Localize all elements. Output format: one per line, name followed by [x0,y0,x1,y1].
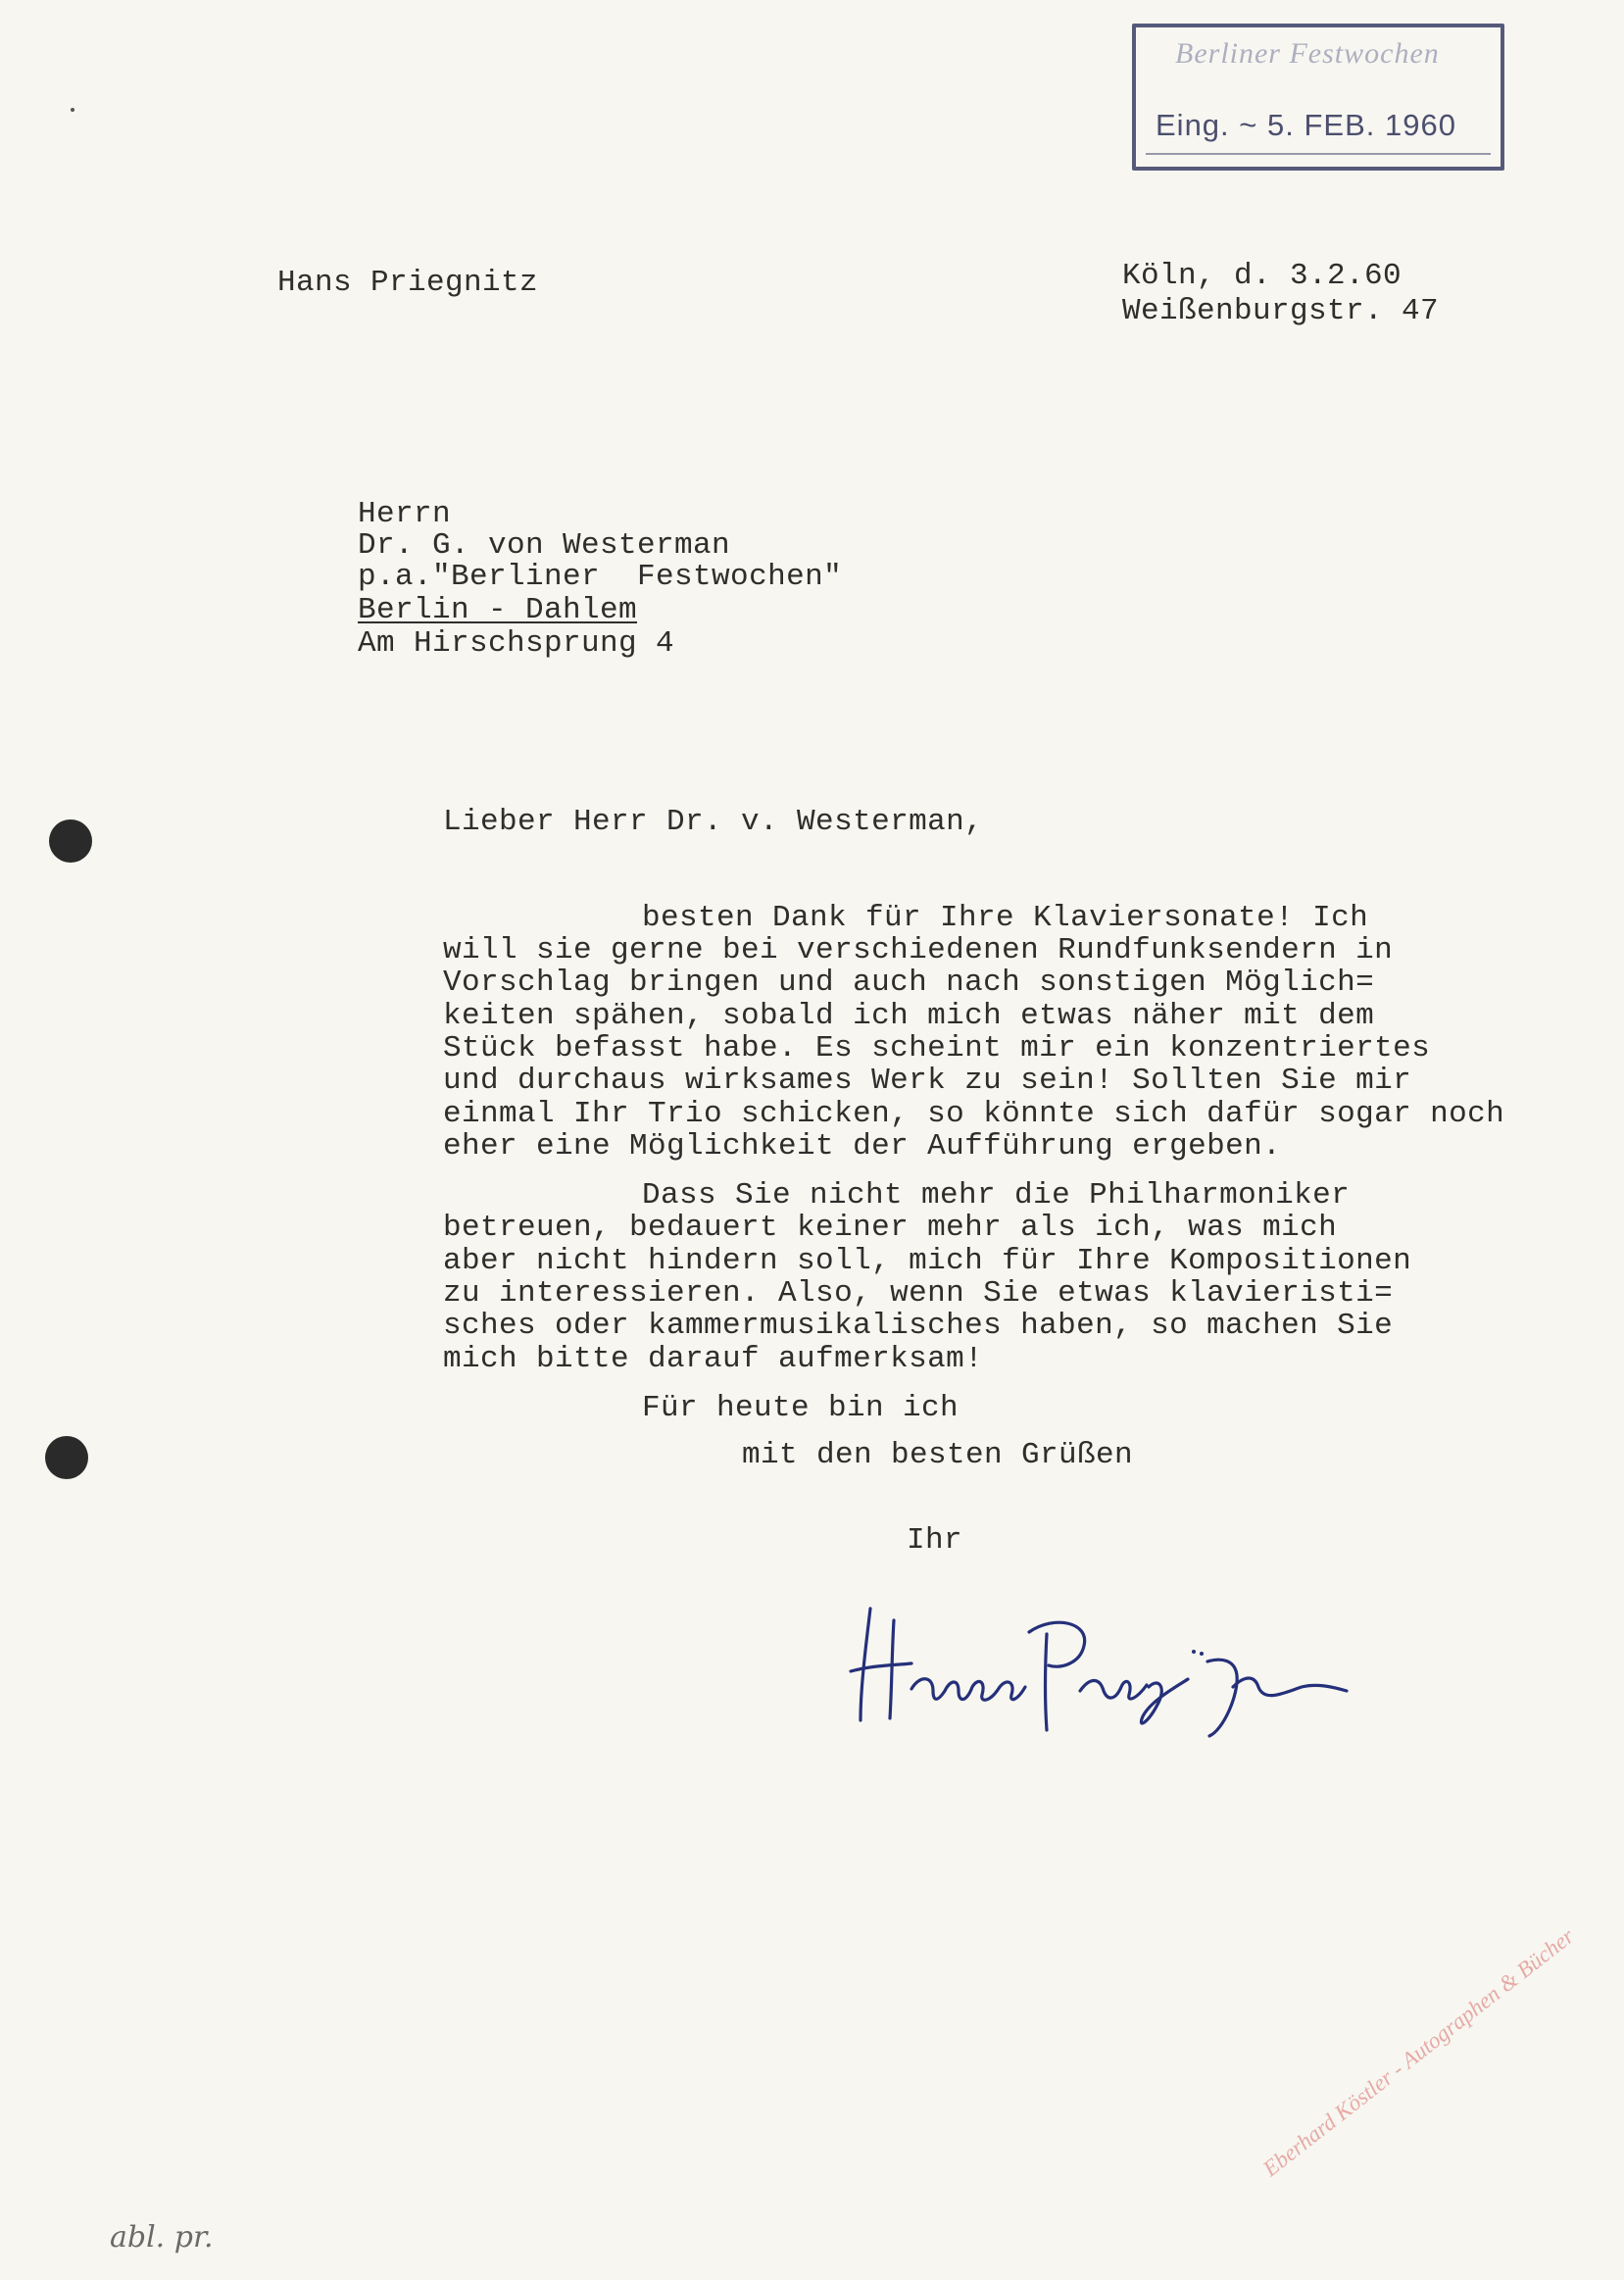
closing-line-1: Für heute bin ich [642,1391,960,1425]
paper-speck [71,108,74,112]
punch-hole [49,819,92,863]
body-line: will sie gerne bei verschiedenen Rundfunksendern in [443,933,1394,967]
body-line: Vorschlag bringen und auch nach sonstigen Möglich= [443,966,1375,1000]
body-line: mich bitte darauf aufmerksam! [443,1342,984,1376]
body-line: zu interessieren. Also, wenn Sie etwas klavieristi= [443,1276,1394,1311]
body-line: und durchaus wirksames Werk zu sein! Sollten Sie mir [443,1064,1412,1098]
body-line: eher eine Möglichkeit der Aufführung ergeben. [443,1129,1282,1164]
sender-place-date: Köln, d. 3.2.60 [1122,259,1403,293]
stamp-received-date: Eing. ~ 5. FEB. 1960 [1156,108,1456,142]
recipient-line-5: Am Hirschsprung 4 [358,626,675,661]
recipient-line-4: Berlin - Dahlem [358,593,638,627]
closing-line-3: Ihr [907,1523,963,1558]
body-line: Dass Sie nicht mehr die Philharmoniker [642,1178,1351,1213]
recipient-line-3: p.a."Berliner Festwochen" [358,560,843,594]
salutation: Lieber Herr Dr. v. Westerman, [443,805,984,839]
body-line: betreuen, bedauert keiner mehr als ich, was mich [443,1211,1338,1245]
body-line: Stück befasst habe. Es scheint mir ein konzentriertes [443,1031,1431,1066]
body-line: besten Dank für Ihre Klaviersonate! Ich [642,901,1369,935]
punch-hole [45,1436,88,1479]
body-line: einmal Ihr Trio schicken, so könnte sich dafür sogar noch [443,1097,1505,1131]
pencil-annotation: abl. pr. [110,2220,214,2255]
dealer-watermark: Eberhard Köstler - Autographen & Bücher [1257,1923,1579,2182]
sender-street: Weißenburgstr. 47 [1122,294,1440,328]
closing-line-2: mit den besten Grüßen [742,1438,1134,1472]
recipient-line-1: Herrn [358,497,452,531]
sender-name: Hans Priegnitz [277,266,539,300]
stamp-organization: Berliner Festwochen [1175,37,1440,70]
recipient-line-2: Dr. G. von Westerman [358,528,731,563]
stamp-rule [1146,153,1491,155]
body-line: aber nicht hindern soll, mich für Ihre Kompositionen [443,1244,1412,1278]
received-stamp [1132,24,1504,171]
body-line: sches oder kammermusikalisches haben, so machen Sie [443,1309,1394,1343]
body-line: keiten spähen, sobald ich mich etwas näher mit dem [443,999,1375,1033]
signature-image [843,1593,1353,1740]
